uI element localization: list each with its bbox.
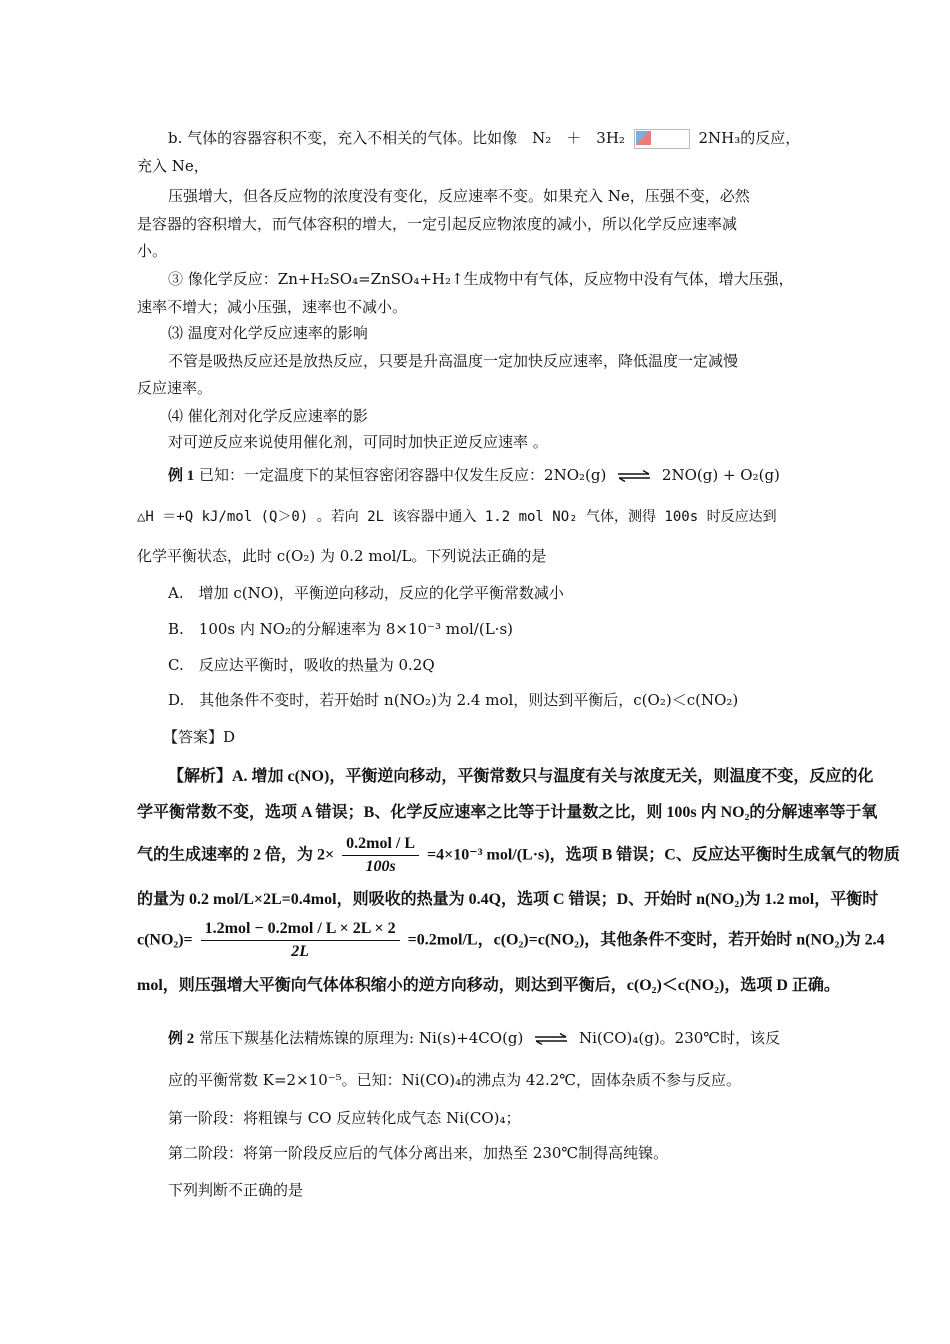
section-heading: ⑷ 催化剂对化学反应速率的影 xyxy=(168,407,368,425)
text-line: 第一阶段：将粗镍与 CO 反应转化成气态 Ni(CO)₄； xyxy=(168,1109,521,1127)
text-line xyxy=(168,128,800,149)
equilibrium-arrow-icon xyxy=(534,1033,568,1045)
fraction xyxy=(342,833,419,878)
text-line: 小。 xyxy=(137,242,168,260)
fraction-numerator: 0.2mol / L xyxy=(342,833,419,856)
example-stem xyxy=(168,1028,780,1049)
text-line: ③ 像化学反应：Zn+H₂SO₄=ZnSO₄+H₂↑生成物中有气体，反应物中没有气体，增大压强， xyxy=(168,270,794,288)
option-b: B. 100s 内 NO₂的分解速率为 8×10⁻³ mol/(L·s) xyxy=(168,620,513,638)
example-label: 例 2 xyxy=(168,1031,195,1047)
broken-image-icon xyxy=(634,129,690,149)
text-segment: 2NO(g) + O₂(g) xyxy=(661,466,780,484)
example-label: 例 1 xyxy=(168,468,195,484)
text-line: 是容器的容积增大，而气体容积的增大，一定引起反应物浓度的减小，所以化学反应速率减 xyxy=(137,215,738,233)
text-line: 应的平衡常数 K=2×10⁻⁵。已知：Ni(CO)₄的沸点为 42.2℃，固体杂质不参与反应。 xyxy=(168,1071,742,1089)
equilibrium-arrow-icon xyxy=(617,470,651,482)
text-segment: 常压下羰基化法精炼镍的原理为: Ni(s)+4CO(g) xyxy=(199,1029,524,1047)
text-line: 压强增大，但各反应物的浓度没有变化，反应速率不变。如果充入 Ne，压强不变，必然 xyxy=(168,187,750,205)
analysis-line: mol，则压强增大平衡向气体体积缩小的逆方向移动，则达到平衡后，c(O₂)＜c(NO₂)，选项 D 正确。 xyxy=(137,977,840,994)
fraction-denominator: 100s xyxy=(365,858,396,875)
text-line: △H ＝+Q kJ/mol (Q＞0) 。若向 2L 该容器中通入 1.2 mol NO₂ 气体，测得 100s 时反应达到 xyxy=(137,509,777,525)
fraction xyxy=(201,918,400,963)
text-line: 第二阶段：将第一阶段反应后的气体分离出来，加热至 230℃制得高纯镍。 xyxy=(168,1144,669,1162)
text-segment: c(NO₂)= xyxy=(137,931,193,949)
text-line: 化学平衡状态，此时 c(O₂) 为 0.2 mol/L。下列说法正确的是 xyxy=(137,547,547,565)
text-segment: =4×10⁻³ mol/(L·s)，选项 B 错误；C、反应达平衡时生成氧气的物质 xyxy=(427,846,900,864)
text-segment: b. 气体的容器容积不变，充入不相关的气体。比如像 N₂ ＋ 3H₂ xyxy=(168,129,625,147)
text-line: 反应速率。 xyxy=(137,379,213,397)
text-segment: 已知：一定温度下的某恒容密闭容器中仅发生反应：2NO₂(g) xyxy=(199,466,607,484)
analysis-line: 【解析】A. 增加 c(NO)，平衡逆向移动，平衡常数只与温度有关与浓度无关，则温度不变，反应的化 xyxy=(168,768,874,785)
analysis-line: 学平衡常数不变，选项 A 错误；B、化学反应速率之比等于计量数之比，则 100s 内 NO₂的分解速率等于氧 xyxy=(137,804,878,821)
option-a: A. 增加 c(NO)，平衡逆向移动，反应的化学平衡常数减小 xyxy=(168,584,564,602)
text-line: 不管是吸热反应还是放热反应，只要是升高温度一定加快反应速率，降低温度一定减慢 xyxy=(168,352,739,370)
text-line: 充入 Ne， xyxy=(137,157,209,175)
text-segment: 气的生成速率的 2 倍，为 2× xyxy=(137,846,335,864)
text-line: 对可逆反应来说使用催化剂，可同时加快正逆反应速率 。 xyxy=(168,433,548,451)
text-line: 速率不增大；减小压强，速率也不减小。 xyxy=(137,298,408,316)
analysis-line xyxy=(137,918,885,963)
text-line: 下列判断不正确的是 xyxy=(168,1181,304,1199)
example-stem xyxy=(168,465,780,486)
text-segment: =0.2mol/L，c(O₂)=c(NO₂)，其他条件不变时，若开始时 n(NO₂)为 2.4 xyxy=(407,931,885,949)
fraction-denominator: 2L xyxy=(291,943,310,960)
analysis-line: 的量为 0.2 mol/L×2L=0.4mol，则吸收的热量为 0.4Q，选项 C 错误；D、开始时 n(NO₂)为 1.2 mol，平衡时 xyxy=(137,891,879,908)
option-d: D. 其他条件不变时，若开始时 n(NO₂)为 2.4 mol，则达到平衡后，c(O₂)＜c(NO₂) xyxy=(168,691,739,709)
analysis-line xyxy=(137,833,900,878)
fraction-numerator: 1.2mol − 0.2mol / L × 2L × 2 xyxy=(201,918,400,941)
answer: 【答案】D xyxy=(163,728,236,746)
text-segment: Ni(CO)₄(g)。230℃时，该反 xyxy=(578,1029,781,1047)
text-segment: 2NH₃的反应， xyxy=(698,129,801,147)
option-c: C. 反应达平衡时，吸收的热量为 0.2Q xyxy=(168,656,435,674)
section-heading: ⑶ 温度对化学反应速率的影响 xyxy=(168,324,368,342)
